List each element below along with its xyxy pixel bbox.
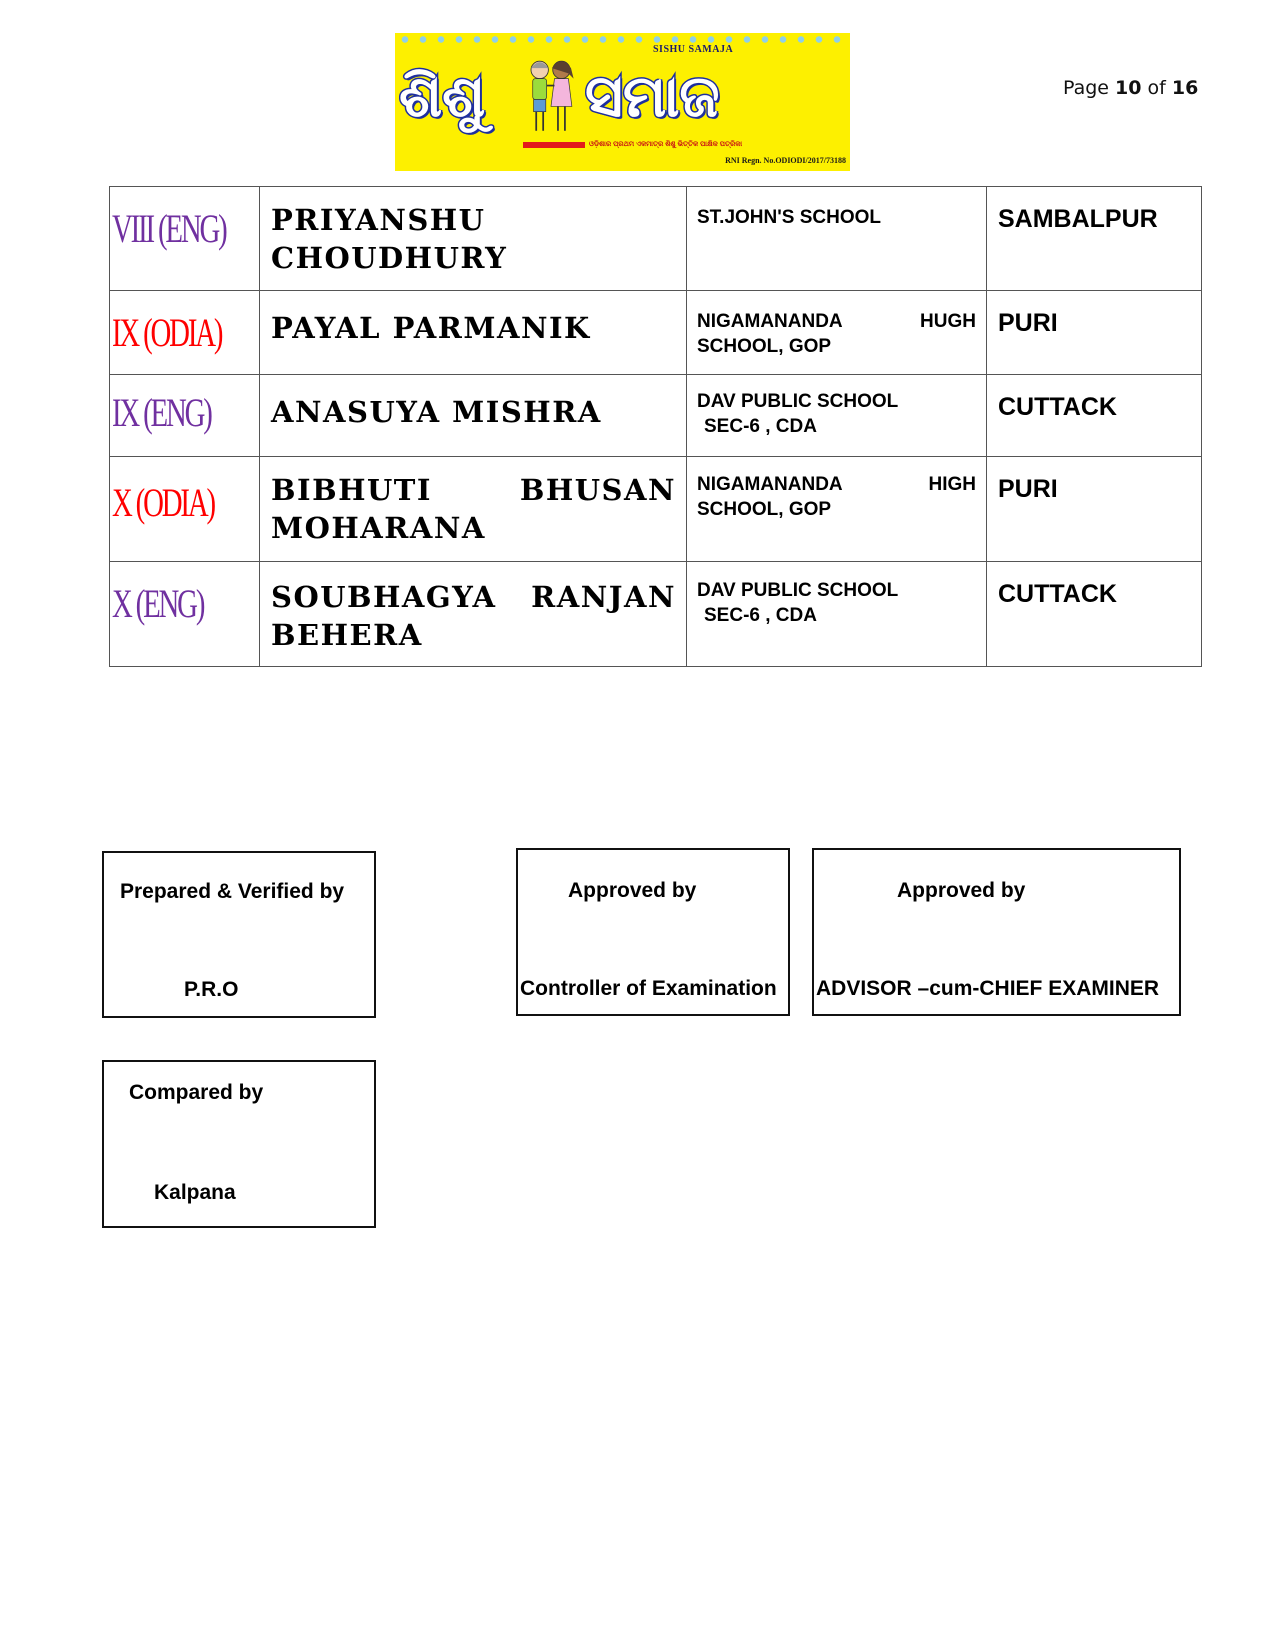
- class-label: X (ENG): [112, 581, 204, 626]
- table-row: [110, 291, 1202, 375]
- prepared-signatory: P.R.O: [184, 978, 239, 1001]
- district-name: PURI: [998, 475, 1058, 503]
- district-cell: [987, 187, 1202, 291]
- district-cell: [987, 375, 1202, 457]
- approved-advisor-heading: Approved by: [897, 879, 1026, 902]
- school-cell: [687, 291, 987, 375]
- page-current: 10: [1115, 77, 1142, 99]
- logo-registration-number: RNI Regn. No.ODIODI/2017/73188: [725, 156, 846, 165]
- logo-tagline: ଓଡ଼ିଶାର ପ୍ରଥମ ଏକମାତ୍ର ଶିଶୁ ଭିତ୍ତିକ ପାକ୍ଷିକ ପତ୍ରିକା: [589, 141, 743, 148]
- school-line-1: DAV PUBLIC SCHOOL: [697, 580, 899, 601]
- table-row: [110, 187, 1202, 291]
- student-name: PRIYANSHU CHOUDHURY: [271, 203, 508, 275]
- class-label: IX (ODIA): [112, 310, 222, 355]
- school-cell: [687, 375, 987, 457]
- school-cell: [687, 187, 987, 291]
- class-cell: [110, 375, 260, 457]
- student-name-cell: [260, 291, 687, 375]
- page-prefix: Page: [1063, 77, 1109, 99]
- school-line-2: SCHOOL, GOP: [697, 336, 832, 357]
- table-row: [110, 562, 1202, 667]
- logo-english-title: SISHU SAMAJA: [653, 44, 734, 55]
- school-name: [687, 187, 986, 230]
- prepared-heading: Prepared & Verified by: [120, 880, 345, 903]
- class-label: IX (ENG): [112, 390, 211, 435]
- school-name: [687, 562, 986, 628]
- logo-bottom-row: [523, 139, 846, 151]
- student-name: PAYAL PARMANIK: [271, 311, 591, 345]
- district-name: PURI: [998, 309, 1058, 337]
- district-name: CUTTACK: [998, 393, 1117, 421]
- children-illustration-icon: [523, 56, 579, 136]
- school-line-2: SCHOOL, GOP: [697, 499, 832, 520]
- sishu-samaja-logo: [395, 33, 850, 171]
- approved-controller-box: [516, 848, 790, 1016]
- compared-by-box: [102, 1060, 376, 1228]
- school-line-2: SEC-6 , CDA: [704, 605, 817, 626]
- school-line-1: NIGAMANANDA HUGH: [697, 311, 976, 332]
- prepared-verified-box: [102, 851, 376, 1018]
- student-name-cell: [260, 375, 687, 457]
- approved-advisor-box: [812, 848, 1181, 1016]
- school-name: [687, 291, 986, 359]
- school-line-1: ST.JOHN'S SCHOOL: [697, 207, 881, 228]
- school-cell: [687, 457, 987, 562]
- student-name: ANASUYA MISHRA: [271, 395, 602, 429]
- results-table: [109, 186, 1202, 667]
- school-name: [687, 375, 986, 439]
- district-cell: [987, 291, 1202, 375]
- class-cell: [110, 457, 260, 562]
- student-name-cell: [260, 562, 687, 667]
- logo-dot-border: [401, 36, 844, 43]
- page-separator: of: [1147, 77, 1166, 99]
- logo-odia-title-left: ଶିଶୁ: [399, 62, 486, 130]
- class-cell: [110, 187, 260, 291]
- approved-controller-signatory: Controller of Examination: [520, 977, 777, 1000]
- logo-title-row: [399, 55, 846, 137]
- district-name: SAMBALPUR: [998, 205, 1158, 233]
- table-row: [110, 457, 1202, 562]
- student-name: SOUBHAGYA RANJAN BEHERA: [271, 580, 676, 652]
- school-line-1: DAV PUBLIC SCHOOL: [697, 391, 899, 412]
- class-label: X (ODIA): [112, 480, 214, 525]
- school-cell: [687, 562, 987, 667]
- table-row: [110, 375, 1202, 457]
- class-cell: [110, 562, 260, 667]
- page-total: 16: [1171, 77, 1199, 99]
- class-label: VIII (ENG): [112, 206, 226, 251]
- approved-advisor-signatory: ADVISOR –cum-CHIEF EXAMINER: [816, 977, 1160, 1000]
- compared-signatory: Kalpana: [154, 1181, 236, 1204]
- logo-odia-title-right: ସମାଜ: [585, 62, 720, 130]
- district-cell: [987, 562, 1202, 667]
- approved-controller-heading: Approved by: [568, 879, 697, 902]
- compared-heading: Compared by: [129, 1081, 264, 1104]
- student-name: BIBHUTI BHUSAN MOHARANA: [271, 473, 676, 545]
- district-name: CUTTACK: [998, 580, 1117, 608]
- page-indicator: [1063, 77, 1198, 99]
- district-cell: [987, 457, 1202, 562]
- school-line-2: SEC-6 , CDA: [704, 416, 817, 437]
- class-cell: [110, 291, 260, 375]
- school-name: [687, 457, 986, 522]
- logo-red-bar: [523, 142, 585, 148]
- school-line-1: NIGAMANANDA HIGH: [697, 474, 976, 495]
- student-name-cell: [260, 187, 687, 291]
- student-name-cell: [260, 457, 687, 562]
